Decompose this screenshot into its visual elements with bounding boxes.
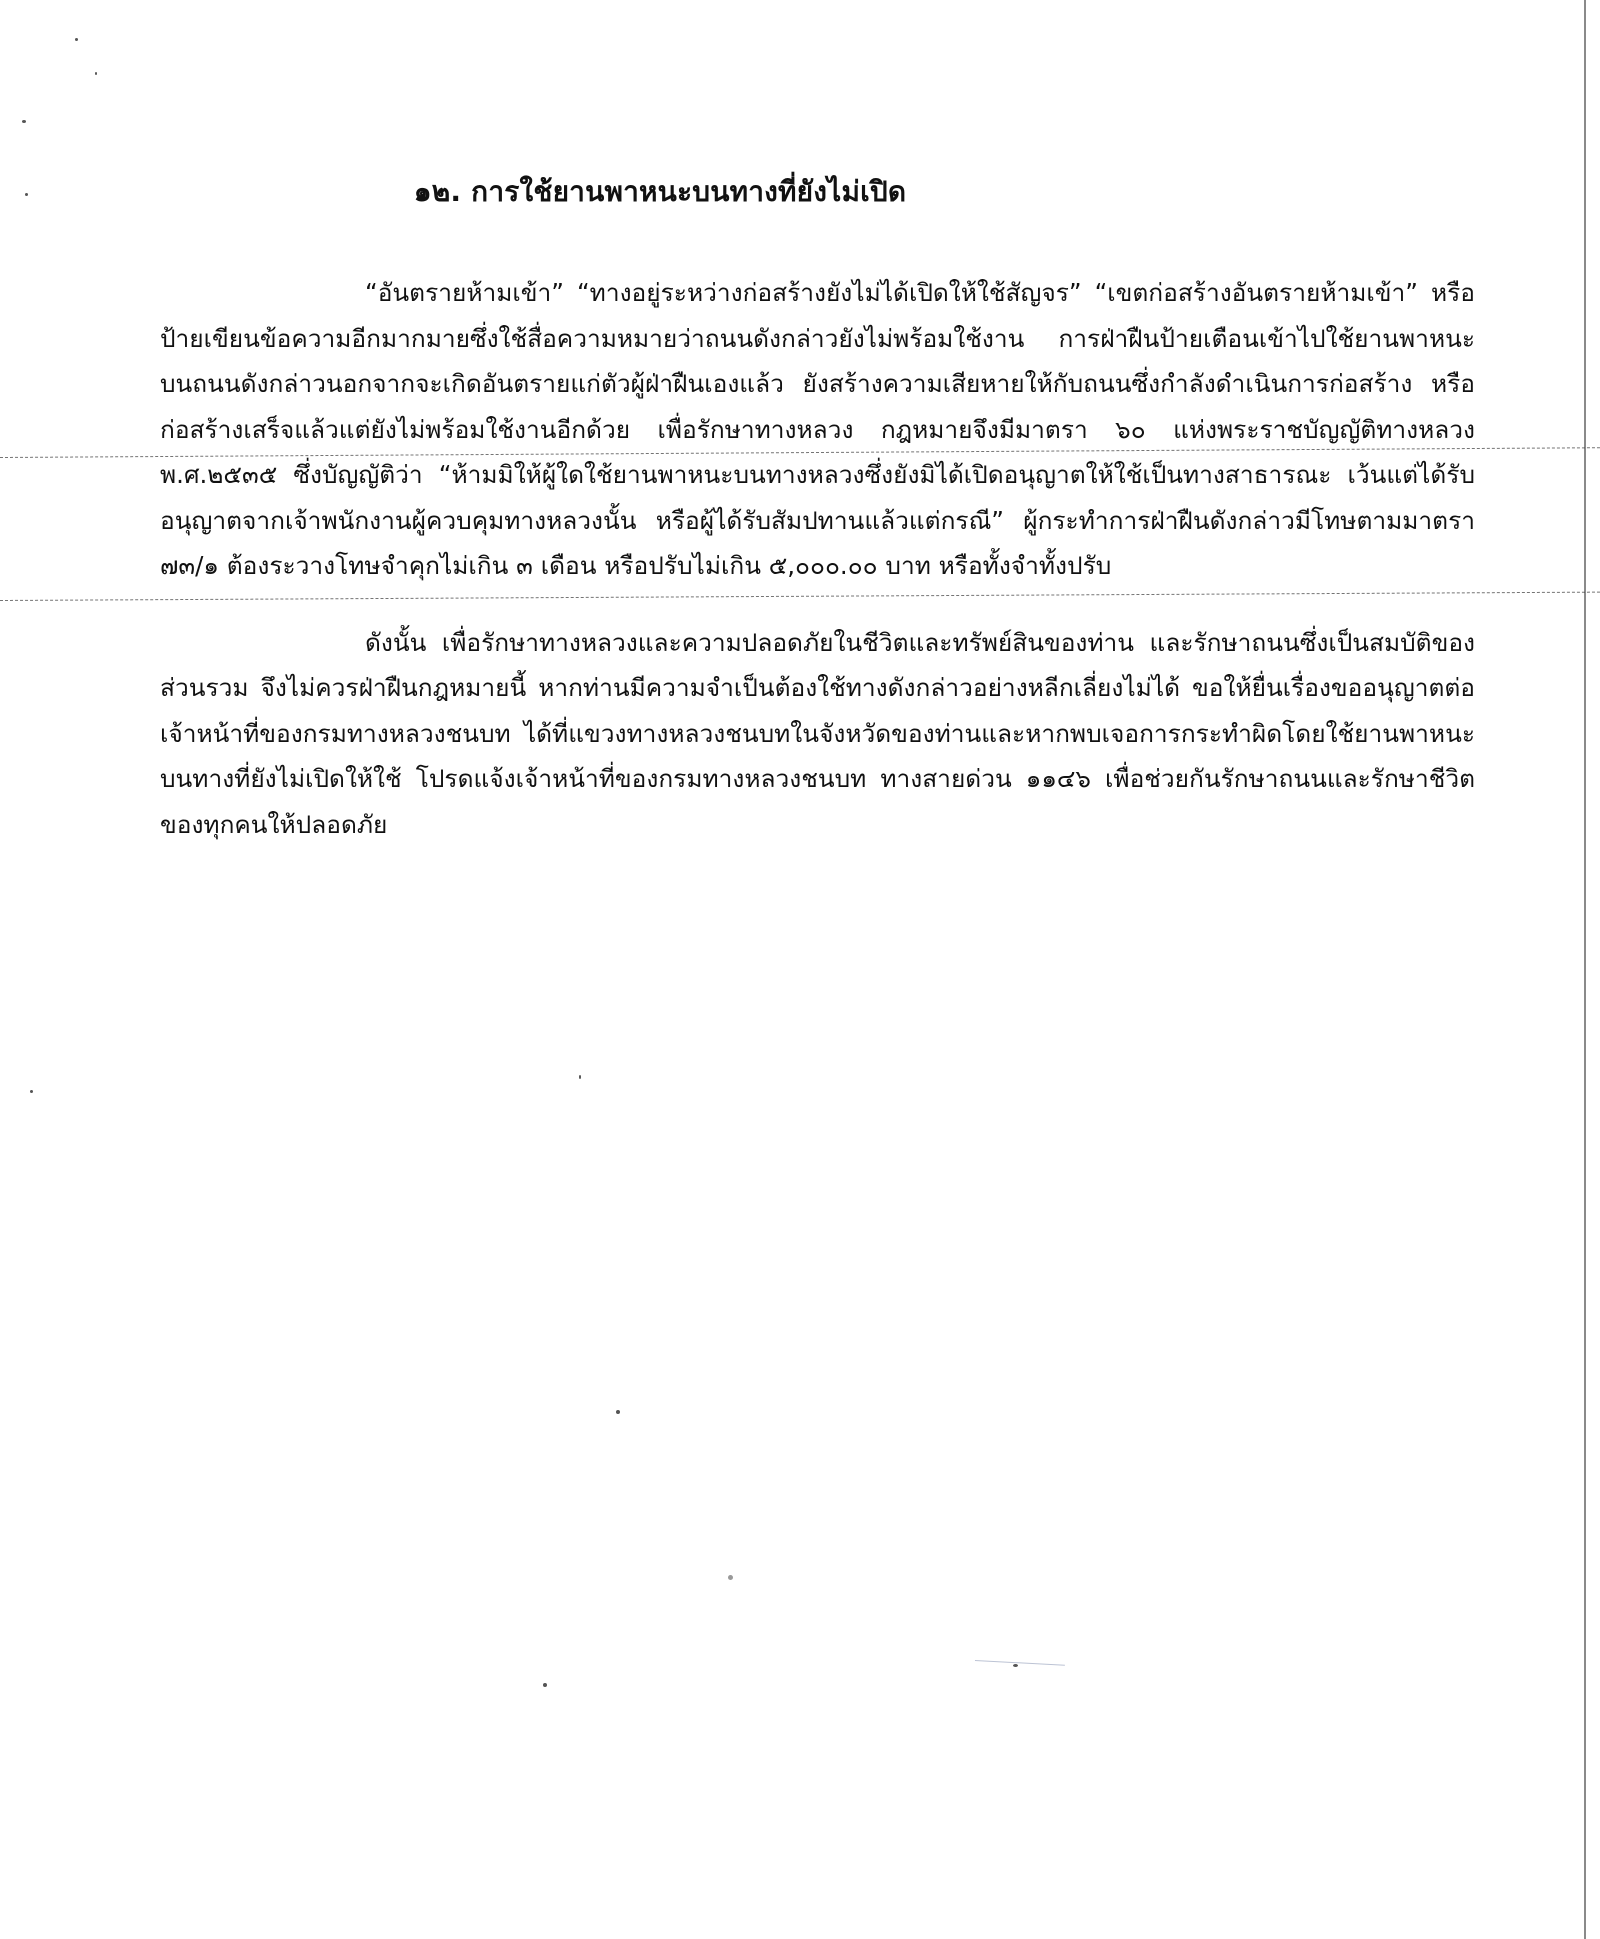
scan-edge-shadow bbox=[1584, 0, 1586, 1939]
scan-speck bbox=[616, 1410, 620, 1414]
scan-speck bbox=[543, 1683, 547, 1687]
scan-speck bbox=[95, 72, 97, 75]
scan-artifact-stroke bbox=[975, 1660, 1065, 1666]
scan-speck bbox=[1013, 1664, 1018, 1667]
scan-speck bbox=[22, 120, 26, 123]
scan-speck bbox=[579, 1075, 581, 1079]
scan-speck bbox=[25, 193, 28, 196]
scan-speck bbox=[30, 1090, 33, 1093]
document-body bbox=[160, 270, 1475, 878]
scan-speck bbox=[75, 38, 78, 41]
document-title: ๑๒. การใช้ยานพาหนะบนทางที่ยังไม่เปิด bbox=[413, 175, 907, 208]
paragraph-1: “อันตรายห้ามเข้า” “ทางอยู่ระหว่างก่อสร้างยังไม่ได้เปิดให้ใช้สัญจร” “เขตก่อสร้างอันตรายห้ามเข้า” หรือป้ายเขียนข้อความอีกมากมายซึ่งใช้สื่อความหมายว่าถนนดังกล่าวยังไม่พร้อมใช้งาน การฝ่าฝืนป้ายเตือนเข้าไปใช้ยานพาหนะบนถนนดังกล่าวนอกจากจะเกิดอันตรายแก่ตัวผู้ฝ่าฝืนเองแล้ว ยังสร้างความเสียหายให้กับถนนซึ่งกำลังดำเนินการก่อสร้าง หรือก่อสร้างเสร็จแล้วแต่ยังไม่พร้อมใช้งานอีกด้วย เพื่อรักษาทางหลวง กฎหมายจึงมีมาตรา ๖๐ แห่งพระราชบัญญัติทางหลวง พ.ศ.๒๕๓๕ ซึ่งบัญญัติว่า “ห้ามมิให้ผู้ใดใช้ยานพาหนะบนทางหลวงซึ่งยังมิได้เปิดอนุญาตให้ใช้เป็นทางสาธารณะ เว้นแต่ได้รับอนุญาตจากเจ้าพนักงานผู้ควบคุมทางหลวงนั้น หรือผู้ได้รับสัมปทานแล้วแต่กรณี” ผู้กระทำการฝ่าฝืนดังกล่าวมีโทษตามมาตรา ๗๓/๑ ต้องระวางโทษจำคุกไม่เกิน ๓ เดือน หรือปรับไม่เกิน ๕,๐๐๐.๐๐ บาท หรือทั้งจำทั้งปรับ bbox=[160, 278, 1475, 580]
paragraph-2: ดังนั้น เพื่อรักษาทางหลวงและความปลอดภัยในชีวิตและทรัพย์สินของท่าน และรักษาถนนซึ่งเป็นสมบัติของส่วนรวม จึงไม่ควรฝ่าฝืนกฎหมายนี้ หากท่านมีความจำเป็นต้องใช้ทางดังกล่าวอย่างหลีกเลี่ยงไม่ได้ ขอให้ยื่นเรื่องขออนุญาตต่อเจ้าหน้าที่ของกรมทางหลวงชนบท ได้ที่แขวงทางหลวงชนบทในจังหวัดของท่านและหากพบเจอการกระทำผิดโดยใช้ยานพาหนะบนทางที่ยังไม่เปิดให้ใช้ โปรดแจ้งเจ้าหน้าที่ของกรมทางหลวงชนบท ทางสายด่วน ๑๑๔๖ เพื่อช่วยกันรักษาถนนและรักษาชีวิตของทุกคนให้ปลอดภัย bbox=[160, 627, 1475, 839]
scan-speck bbox=[728, 1575, 733, 1580]
